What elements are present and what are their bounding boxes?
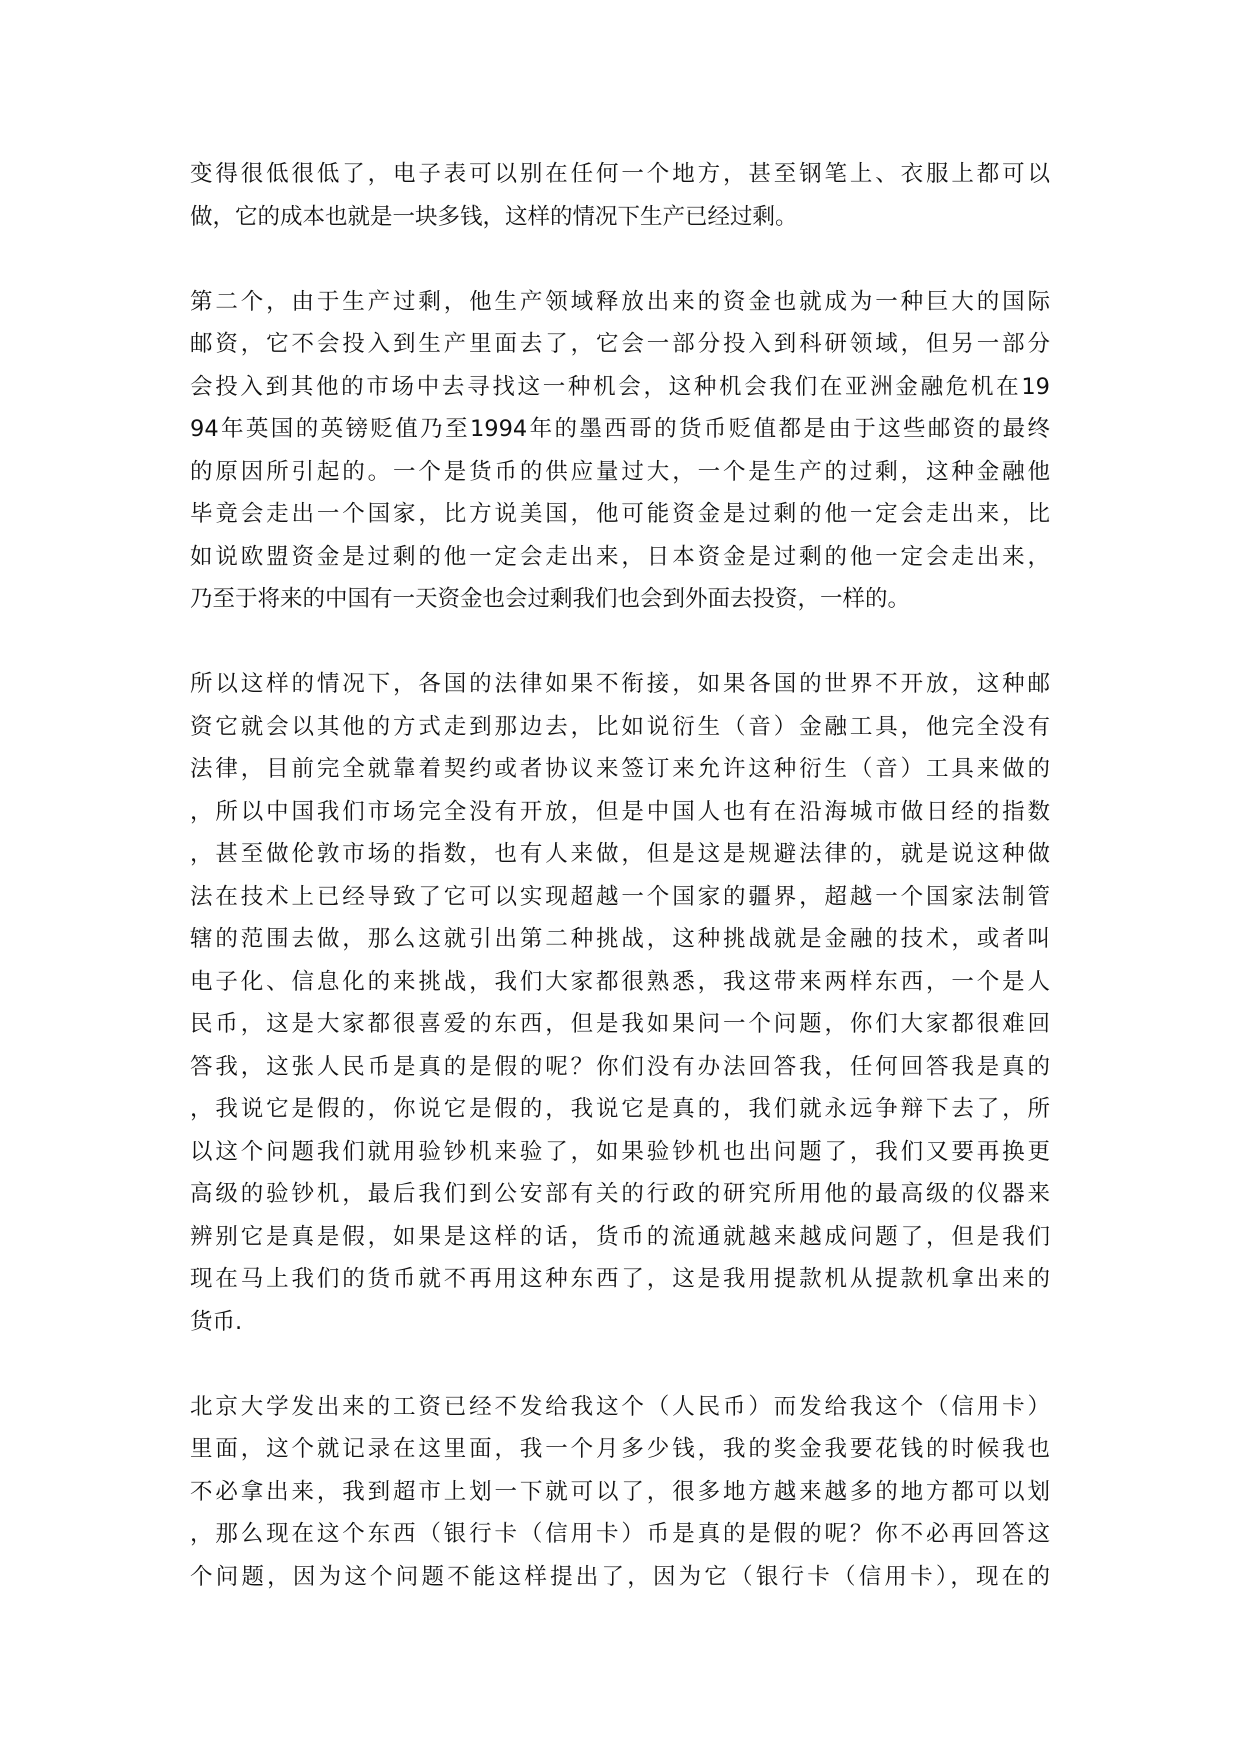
text-line: 毕竟会走出一个国家，比方说美国，他可能资金是过剩的他一定会走出来，比	[190, 501, 1050, 527]
text-line: 做，它的成本也就是一块多钱，这样的情况下生产已经过剩。	[190, 203, 798, 230]
text-line: 所以这样的情况下，各国的法律如果不衔接，如果各国的世界不开放，这种邮	[190, 671, 1050, 697]
text-line: 高级的验钞机，最后我们到公安部有关的行政的研究所用他的最高级的仪器来	[190, 1181, 1050, 1207]
text-line: ，我说它是假的，你说它是假的，我说它是真的，我们就永远争辩下去了，所	[190, 1096, 1050, 1122]
text-line: 以这个问题我们就用验钞机来验了，如果验钞机也出问题了，我们又要再换更	[190, 1138, 1050, 1165]
text-line: 答我，这张人民币是真的是假的呢？你们没有办法回答我，任何回答我是真的	[190, 1053, 1050, 1080]
text-line: 不必拿出来，我到超市上划一下就可以了，很多地方越来越多的地方都可以划	[190, 1478, 1050, 1505]
text-line: 法在技术上已经导致了它可以实现超越一个国家的疆界，超越一个国家法制管	[190, 883, 1050, 910]
text-line: 电子化、信息化的来挑战，我们大家都很熟悉，我这带来两样东西，一个是人	[190, 968, 1050, 995]
text-line: 变得很低很低了，电子表可以别在任何一个地方，甚至钢笔上、衣服上都可以	[190, 161, 1050, 187]
text-line: 货币.	[190, 1308, 243, 1335]
document-page	[190, 153, 1050, 1641]
paragraph-1	[190, 153, 1050, 238]
text-line: 94年英国的英镑贬值乃至1994年的墨西哥的货币贬值都是由于这些邮资的最终	[190, 416, 1050, 442]
text-line: 法律，目前完全就靠着契约或者协议来签订来允许这种衍生（音）工具来做的	[190, 756, 1050, 782]
text-line: 会投入到其他的市场中去寻找这一种机会，这种机会我们在亚洲金融危机在19	[190, 373, 1050, 400]
paragraph-3	[190, 663, 1050, 1343]
text-line: 的原因所引起的。一个是货币的供应量过大，一个是生产的过剩，这种金融他	[190, 458, 1050, 485]
text-line: 里面，这个就记录在这里面，我一个月多少钱，我的奖金我要花钱的时候我也	[190, 1436, 1050, 1462]
paragraph-2	[190, 281, 1050, 621]
paragraph-4	[190, 1386, 1050, 1599]
text-line: 民币，这是大家都很喜爱的东西，但是我如果问一个问题，你们大家都很难回	[190, 1011, 1050, 1037]
text-line: 第二个，由于生产过剩，他生产领域释放出来的资金也就成为一种巨大的国际	[190, 288, 1050, 315]
text-line: 如说欧盟资金是过剩的他一定会走出来，日本资金是过剩的他一定会走出来，	[190, 543, 1050, 570]
text-line: ，所以中国我们市场完全没有开放，但是中国人也有在沿海城市做日经的指数	[190, 798, 1050, 825]
text-line: 乃至于将来的中国有一天资金也会过剩我们也会到外面去投资，一样的。	[190, 586, 911, 612]
text-line: ，甚至做伦敦市场的指数，也有人来做，但是这是规避法律的，就是说这种做	[190, 841, 1050, 867]
text-line: 邮资，它不会投入到生产里面去了，它会一部分投入到科研领域，但另一部分	[190, 331, 1050, 357]
text-line: 个问题，因为这个问题不能这样提出了，因为它（银行卡（信用卡），现在的	[190, 1563, 1050, 1590]
text-line: 辨别它是真是假，如果是这样的话，货币的流通就越来越成问题了，但是我们	[190, 1223, 1050, 1250]
text-line: 现在马上我们的货币就不再用这种东西了，这是我用提款机从提款机拿出来的	[190, 1266, 1050, 1292]
text-line: 北京大学发出来的工资已经不发给我这个（人民币）而发给我这个（信用卡）	[190, 1393, 1050, 1420]
text-line: ，那么现在这个东西（银行卡（信用卡）币是真的是假的呢？你不必再回答这	[190, 1521, 1050, 1547]
text-line: 辖的范围去做，那么这就引出第二种挑战，这种挑战就是金融的技术，或者叫	[190, 926, 1050, 952]
text-line: 资它就会以其他的方式走到那边去，比如说衍生（音）金融工具，他完全没有	[190, 713, 1050, 740]
